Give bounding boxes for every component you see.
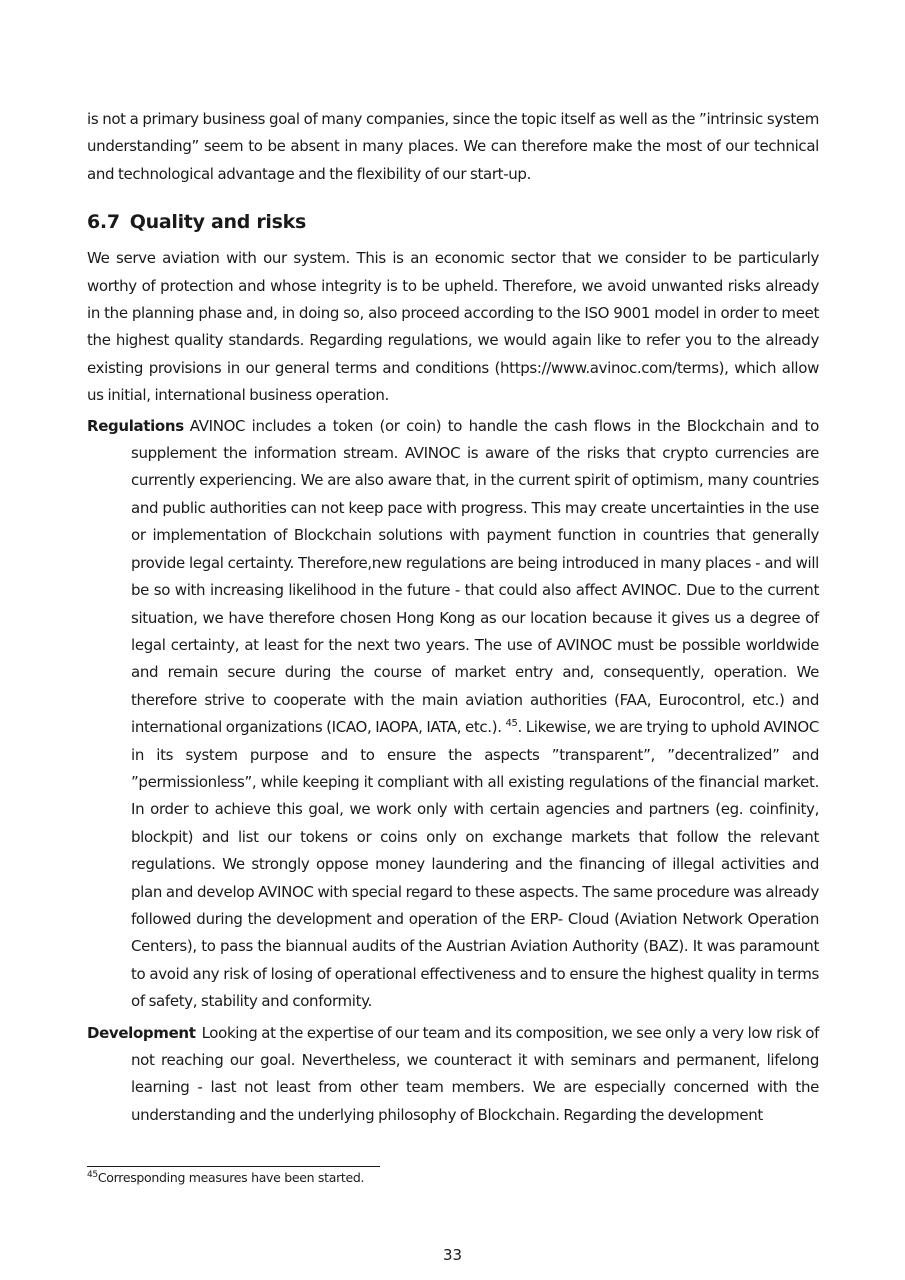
list-item-text: Looking at the expertise of our team and its composition, we see only a very low risk of not reaching our goal. Nevertheless, we counteract it with seminars and permanent, lifelong learning - last not least from other team members. We are especially concerned with the understanding and the underlying philosophy of Blockchain. Regarding the development [131,1023,819,1124]
section-title: Quality and risks [129,211,306,234]
list-item-text: AVINOC includes a token (or coin) to handle the cash flows in the Blockchain and to supplement the information stream. AVINOC is aware of the risks that crypto currencies are currently experiencing. We are also aware that, in the current spirit of optimism, many countries and public authorities can not keep pace with progress. This may create uncertainties in the use or implementation of Blockchain solutions with payment function in countries that generally provide legal certainty. Therefore,new regulations are being introduced in many places - and will be so with increasing likelihood in the future - that could also affect AVINOC. Due to the current situation, we have therefore chosen Hong Kong as our location because it gives us a degree of legal certainty, at least for the next two years. The use of AVINOC must be possible worldwide and remain secure during the course of market entry and, consequently, operation. We therefore strive to cooperate with the main aviation authorities (FAA, Eurocontrol, etc.) and international organizations (ICAO, IAOPA, IATA, etc.). [131,416,819,737]
footnote-divider [87,1166,380,1167]
footnote-reference[interactable]: 45 [505,718,518,730]
intro-paragraph: is not a primary business goal of many companies, since the topic itself as well as the ”intrinsic system understanding” seem to be absent in many places. We can therefore make the most of our technical and technological advantage and the flexibility of our start-up. [87,110,819,183]
footnote-text: Corresponding measures have been started. [97,1170,365,1185]
list-item-development [87,1020,819,1130]
section-lead-paragraph: We serve aviation with our system. This is an economic sector that we consider to be particularly worthy of protection and whose integrity is to be upheld. Therefore, we avoid unwanted risks already in the planning phase and, in doing so, also proceed according to the ISO 9001 model in order to meet the highest quality standards. Regarding regulations, we would again like to refer you to the already existing provisions in our general terms and conditions (https://www.avinoc.com/terms), which allow us initial, international business operation. [87,249,819,405]
page-number: 33 [442,1246,463,1264]
list-item-regulations [87,413,819,1016]
section-number: 6.7 [87,211,120,234]
list-item-term: Development [87,1023,196,1042]
page-body [87,106,819,1133]
footnote [87,1169,364,1187]
list-item-text-continued: . Likewise, we are trying to uphold AVINOC in its system purpose and to ensure the aspects ”transparent”, ”decentralized” and ”permissionless”, while keeping it compliant with all existing regulations of the financial market. In order to achieve this goal, we work only with certain agencies and partners (eg. coinfinity, blockpit) and list our tokens or coins only on exchange markets that follow the relevant regulations. We strongly oppose money laundering and the financing of illegal activities and plan and develop AVINOC with special regard to these aspects. The same procedure was already followed during the development and operation of the ERP- Cloud (Aviation Network Operation Centers), to pass the biannual audits of the Austrian Aviation Authority (BAZ). It was paramount to avoid any risk of losing of operational effectiveness and to ensure the highest quality in terms of safety, stability and conformity. [131,718,819,1011]
section-heading [87,209,819,235]
list-item-term: Regulations [87,416,184,435]
footnote-number: 45 [87,1170,98,1180]
